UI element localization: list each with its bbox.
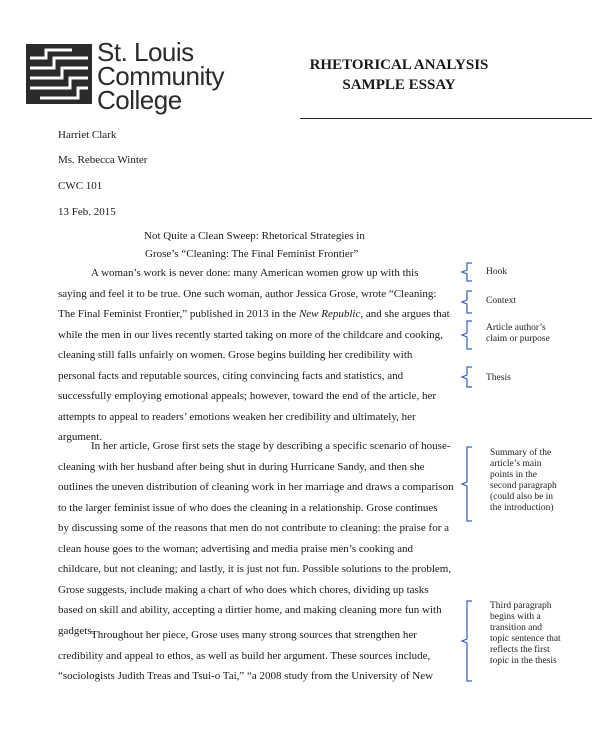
p1-line: personal facts and reputable sources, citing convincing facts and statistics, and bbox=[58, 369, 404, 382]
p3-line: credibility and appeal to ethos, as well as build her argument. These sources include, bbox=[58, 649, 431, 662]
third-paragraph-bracket-icon bbox=[460, 600, 474, 682]
hook-bracket-icon bbox=[460, 262, 474, 282]
p1-line: saying and feel it to be true. One such woman, author Jessica Grose, wrote “Cleaning: bbox=[58, 287, 437, 300]
p1-line: while the men in our lives recently started taking on more of the childcare and cooking, bbox=[58, 328, 443, 341]
annotation-claim-line: Article author’s bbox=[486, 323, 546, 333]
annotation-summary bbox=[490, 448, 557, 514]
p1-line-3-pre: The Final Feminist Frontier,” published in 2013 in the bbox=[58, 308, 299, 320]
p2-line: childcare, but not cleaning; and lastly, it is just not fun. Possible solutions to the problem, bbox=[58, 563, 452, 575]
p2-line: Grose suggests, include making a chart of who does which chores, dividing up tasks bbox=[58, 583, 429, 596]
annotation-summary-line: article’s main bbox=[490, 459, 542, 469]
p2-line: based on skill and ability, accepting a dirtier home, and making cleaning more fun with bbox=[58, 604, 442, 616]
p1-line: cleaning still falls unfairly on women. Grose begins building her credibility with bbox=[58, 349, 413, 361]
annotation-third-paragraph bbox=[490, 601, 561, 667]
annotation-summary-line: Summary of the bbox=[490, 448, 552, 458]
annotation-context: Context bbox=[486, 296, 517, 306]
title-rule bbox=[300, 118, 592, 119]
p1-line: argument. bbox=[58, 431, 103, 443]
instructor-name: Ms. Rebecca Winter bbox=[58, 154, 148, 166]
logo-line-3: College bbox=[97, 85, 182, 115]
p3-line: Throughout her piece, Grose uses many strong sources that strengthen her bbox=[91, 629, 417, 641]
annotation-third-line: Third paragraph bbox=[490, 601, 552, 611]
thesis-bracket-icon bbox=[460, 366, 474, 388]
claim-bracket-icon bbox=[460, 320, 474, 350]
document-title-line-1: RHETORICAL ANALYSIS bbox=[309, 57, 489, 73]
p2-line: to the larger feminist issue of who does the cleaning in a relationship. Grose continues bbox=[58, 501, 438, 514]
annotation-third-line: reflects the first bbox=[490, 645, 550, 655]
annotation-summary-line: (could also be in bbox=[490, 492, 554, 502]
p1-line-3-post: , and she argues that bbox=[360, 308, 450, 320]
annotation-third-line: begins with a bbox=[490, 612, 541, 622]
annotation-claim bbox=[486, 323, 550, 345]
annotation-thesis: Thesis bbox=[486, 373, 511, 383]
course-code: CWC 101 bbox=[58, 180, 103, 192]
essay-title-line-1: Not Quite a Clean Sweep: Rhetorical Strategies in bbox=[144, 230, 365, 242]
annotation-summary-line: second paragraph bbox=[490, 481, 557, 491]
paragraph-3 bbox=[58, 625, 433, 687]
logo-line-2: Community bbox=[97, 61, 224, 91]
p2-line: gadgets. bbox=[58, 624, 95, 637]
paragraph-1 bbox=[58, 263, 450, 448]
annotation-claim-line: claim or purpose bbox=[486, 334, 550, 344]
essay-title bbox=[144, 229, 384, 261]
p2-line: by discussing some of the reasons that men do not contribute to cleaning: the praise for a bbox=[58, 522, 450, 534]
p2-line: outlines the uneven distribution of cleaning work in her marriage and draws a comparison bbox=[58, 481, 454, 493]
p1-line: attempts to appeal to readers’ emotions weaken her credibility and ultimately, her bbox=[58, 410, 416, 423]
p1-line bbox=[58, 304, 450, 325]
p2-line: clean house goes to the woman; advertising and media praise men’s cooking and bbox=[58, 542, 413, 555]
college-logo-icon bbox=[26, 44, 92, 104]
document-title bbox=[284, 55, 514, 95]
paragraph-2 bbox=[58, 436, 454, 641]
logo-line-1: St. Louis bbox=[97, 37, 194, 67]
p1-line: A woman’s work is never done: many American women grow up with this bbox=[91, 267, 419, 279]
publication-name: New Republic bbox=[298, 308, 361, 320]
essay-date: 13 Feb. 2015 bbox=[58, 206, 116, 218]
summary-bracket-icon bbox=[460, 446, 474, 522]
annotation-summary-line: the introduction) bbox=[490, 503, 554, 513]
annotation-third-line: topic in the thesis bbox=[490, 656, 557, 666]
essay-title-line-2: Grose’s “Cleaning: The Final Feminist Frontier” bbox=[145, 248, 359, 260]
annotation-summary-line: points in the bbox=[490, 470, 537, 480]
p2-line: cleaning with her husband after being shut in during Hurricane Sandy, and then she bbox=[58, 460, 425, 473]
context-bracket-icon bbox=[460, 290, 474, 314]
student-name: Harriet Clark bbox=[58, 129, 117, 141]
annotation-third-line: topic sentence that bbox=[490, 634, 561, 644]
college-logo-text bbox=[97, 37, 247, 115]
p3-line: “sociologists Judith Treas and Tsui-o Tai,” “a 2008 study from the University of New bbox=[58, 670, 434, 682]
document-title-line-2: SAMPLE ESSAY bbox=[342, 77, 456, 93]
p1-line: successfully employing emotional appeals; however, toward the end of the article, her bbox=[58, 390, 437, 402]
p2-line: In her article, Grose first sets the stage by describing a specific scenario of house- bbox=[91, 440, 451, 452]
annotation-hook: Hook bbox=[486, 267, 508, 277]
annotation-third-line: transition and bbox=[490, 623, 542, 633]
